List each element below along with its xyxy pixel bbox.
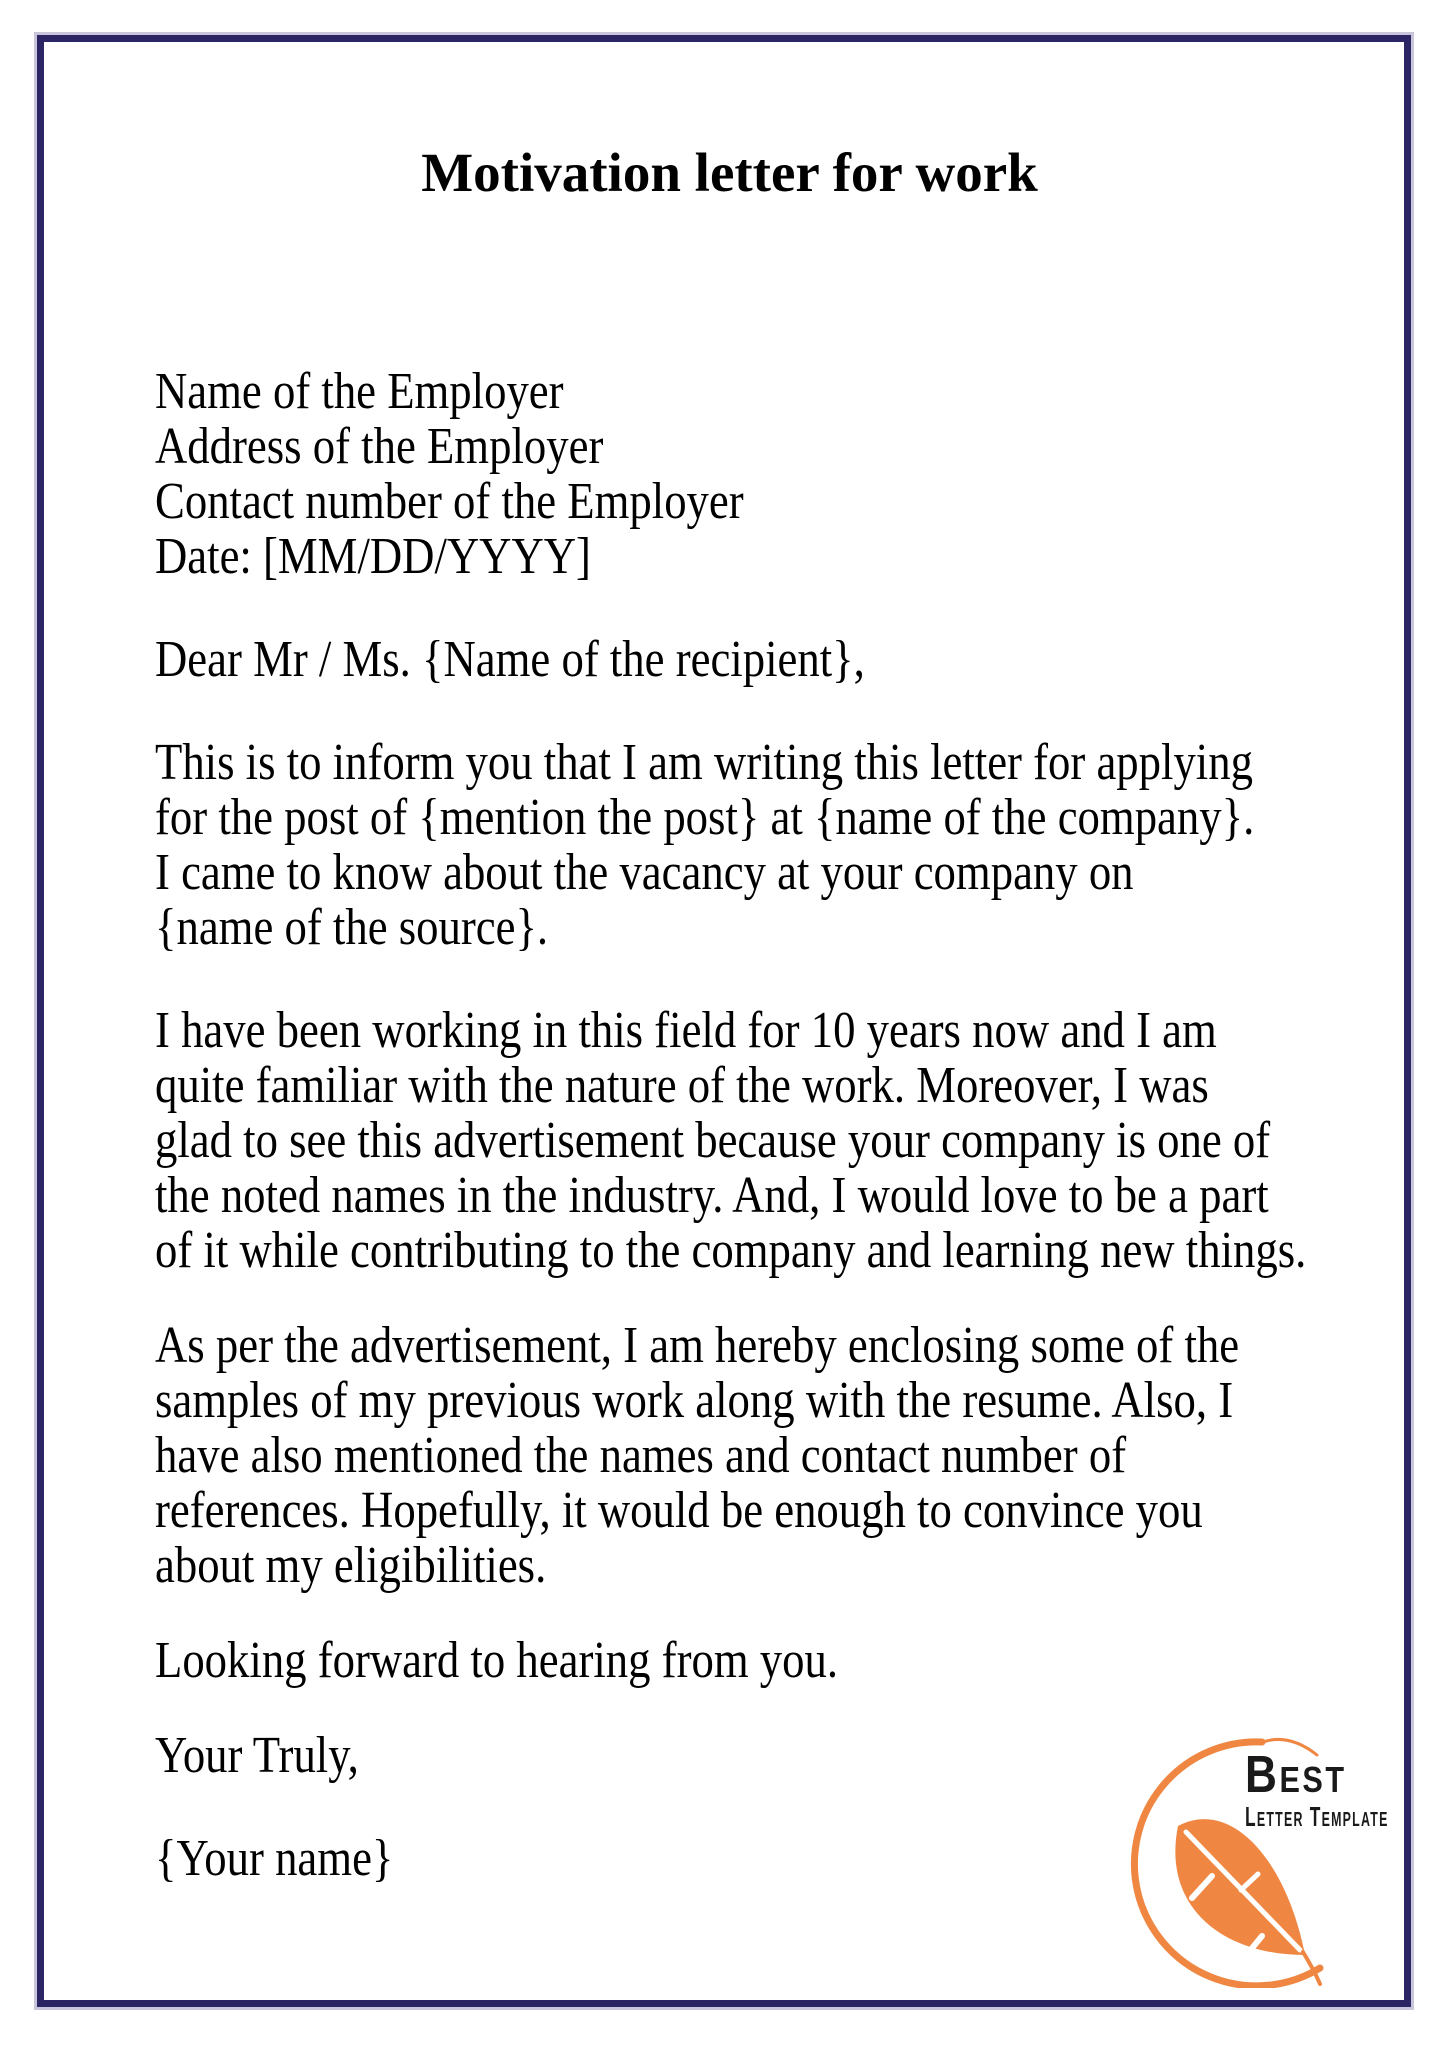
brand-subtitle: Letter Template xyxy=(1245,1801,1389,1832)
paragraph-line: the noted names in the industry. And, I would love to be a part xyxy=(155,1167,1269,1224)
salutation-line: Dear Mr / Ms. {Name of the recipient}, xyxy=(155,631,865,688)
paragraph-line: quite familiar with the nature of the work. Moreover, I was xyxy=(155,1057,1209,1114)
brand-name: Best xyxy=(1245,1746,1347,1804)
paragraph-line: have also mentioned the names and contact number of xyxy=(155,1427,1127,1484)
paragraph-line: of it while contributing to the company and learning new things. xyxy=(155,1222,1307,1279)
salutation xyxy=(155,632,1304,687)
paragraph-line: glad to see this advertisement because your company is one of xyxy=(155,1112,1271,1169)
brand-subtitle-wrap xyxy=(1245,1803,1448,1831)
valediction-line: Your Truly, xyxy=(155,1727,359,1784)
letter-page xyxy=(37,35,1411,2007)
paragraph-line: about my eligibilities. xyxy=(155,1537,547,1594)
paragraph-3 xyxy=(155,1318,1304,1593)
date-line: Date: [MM/DD/YYYY] xyxy=(155,528,591,585)
employer-name-line: Name of the Employer xyxy=(155,363,564,420)
paragraph-line: As per the advertisement, I am hereby enclosing some of the xyxy=(155,1317,1240,1374)
closing-line-block xyxy=(155,1633,1304,1688)
employer-address-block xyxy=(155,364,1304,584)
brand-logo xyxy=(1100,1730,1390,1988)
paragraph-line: I came to know about the vacancy at your company on xyxy=(155,844,1134,901)
paragraph-1 xyxy=(155,735,1304,955)
paragraph-line: I have been working in this field for 10 years now and I am xyxy=(155,1002,1217,1059)
signature-placeholder: {Your name} xyxy=(155,1830,394,1887)
closing-line: Looking forward to hearing from you. xyxy=(155,1632,839,1689)
paragraph-line: This is to inform you that I am writing this letter for applying xyxy=(155,734,1253,791)
paragraph-line: {name of the source}. xyxy=(155,899,549,956)
paragraph-2 xyxy=(155,1002,1307,1279)
employer-address-line: Address of the Employer xyxy=(155,418,604,475)
paragraph-line: samples of my previous work along with the resume. Also, I xyxy=(155,1372,1234,1429)
page-title: Motivation letter for work xyxy=(421,142,1038,203)
paragraph-line: for the post of {mention the post} at {name of the company}. xyxy=(155,789,1255,846)
brand-name-wrap xyxy=(1245,1746,1365,1804)
paragraph-line: references. Hopefully, it would be enough to convince you xyxy=(155,1482,1203,1539)
employer-contact-line: Contact number of the Employer xyxy=(155,473,744,530)
